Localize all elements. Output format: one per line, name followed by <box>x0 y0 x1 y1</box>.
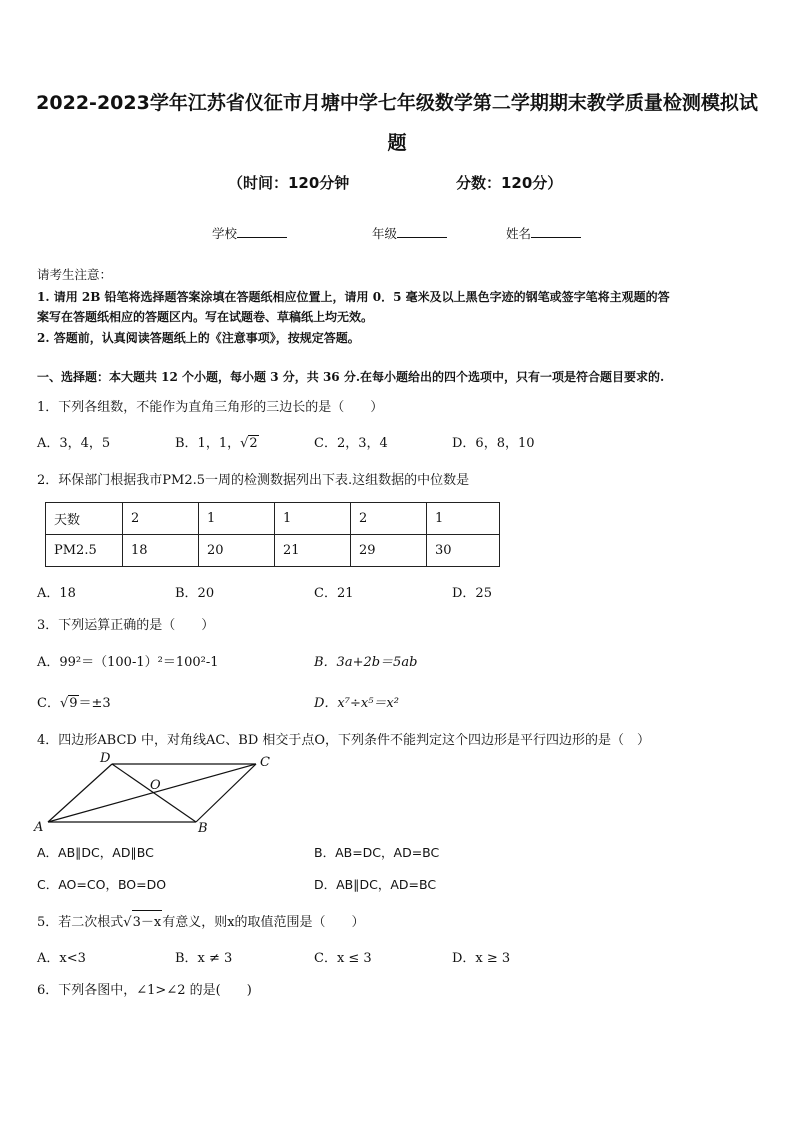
table-cell: 30 <box>427 535 500 567</box>
q4-option-d: D．AB∥DC，AD=BC <box>314 877 437 892</box>
q1-option-d: D．6，8，10 <box>452 436 535 451</box>
q5-stem-radicand: 3－x <box>132 910 163 930</box>
grade-blank[interactable] <box>397 225 447 238</box>
q5-option-d: D．x ≥ 3 <box>452 951 511 966</box>
notice-heading: 请考生注意： <box>37 267 113 282</box>
q2-stem: 2．环保部门根据我市PM2.5一周的检测数据列出下表.这组数据的中位数是 <box>37 473 470 488</box>
q5-stem <box>37 910 365 930</box>
diagonal-bd <box>112 764 196 822</box>
exam-score: 分数：120分） <box>456 174 563 192</box>
q1-option-b-radicand: 2 <box>249 436 258 451</box>
exam-time: （时间：120分钟 <box>228 174 350 192</box>
section1-heading: 一、选择题：本大题共 12 个小题，每小题 3 分，共 36 分.在每小题给出的四个选项中，只有一项是符合题目要求的. <box>37 370 665 384</box>
table-cell: 18 <box>123 535 199 567</box>
name-field <box>506 224 581 242</box>
q3-option-c-prefix: C． <box>37 696 60 711</box>
q1-option-b <box>175 432 259 451</box>
q4-option-a: A．AB∥DC，AD∥BC <box>37 845 154 860</box>
label-d: D <box>100 751 111 766</box>
q1-option-c: C．2，3，4 <box>314 436 388 451</box>
pm25-table <box>45 502 500 567</box>
table-cell: 天数 <box>46 503 123 535</box>
grade-label: 年级 <box>372 226 398 241</box>
sqrt-sign: √ <box>240 436 249 451</box>
q4-option-b: B．AB=DC，AD=BC <box>314 845 440 860</box>
table-cell: 29 <box>351 535 427 567</box>
table-row <box>46 535 500 567</box>
q3-stem: 3．下列运算正确的是（ ） <box>37 618 215 633</box>
q4-stem: 4．四边形ABCD 中，对角线AC、BD 相交于点O，下列条件不能判定这个四边形是平行四边形的是（ ） <box>37 733 651 748</box>
q1-option-a: A．3，4，5 <box>37 436 111 451</box>
grade-field <box>372 224 447 242</box>
table-cell: 2 <box>123 503 199 535</box>
parallelogram-figure <box>30 750 280 838</box>
q2-option-c: C．21 <box>314 586 354 601</box>
q3-option-c-radicand: 9 <box>69 696 78 711</box>
q3-option-a: A．99²＝（100-1）²＝100²-1 <box>37 655 219 670</box>
school-field <box>212 224 287 242</box>
table-cell: 1 <box>275 503 351 535</box>
sqrt-sign: √ <box>123 915 132 930</box>
q2-option-b: B．20 <box>175 586 215 601</box>
notice-item2: 2. 答题前，认真阅读答题纸上的《注意事项》，按规定答题。 <box>37 331 360 345</box>
page-title-line2: 题 <box>387 132 407 154</box>
q3-option-b: B．3a+2b＝5ab <box>314 655 418 670</box>
q3-option-c <box>37 692 111 711</box>
table-row <box>46 503 500 535</box>
q5-option-c: C．x ≤ 3 <box>314 951 372 966</box>
school-blank[interactable] <box>237 225 287 238</box>
label-c: C <box>260 755 270 770</box>
q3-option-c-suffix: ＝±3 <box>78 696 111 711</box>
q5-stem-suffix: 有意义，则x的取值范围是（ ） <box>162 915 365 930</box>
q5-option-a: A．x<3 <box>37 951 86 966</box>
notice-item1-line2: 案写在答题纸相应的答题区内。写在试题卷、草稿纸上均无效。 <box>37 310 374 324</box>
q5-option-b: B．x ≠ 3 <box>175 951 233 966</box>
page-title-line1: 2022-2023学年江苏省仪征市月塘中学七年级数学第二学期期末教学质量检测模拟试 <box>36 92 758 114</box>
q6-stem: 6．下列各图中，∠1>∠2 的是( ) <box>37 983 252 998</box>
q3-option-d: D．x⁷÷x⁵＝x² <box>314 696 399 711</box>
q5-stem-prefix: 5．若二次根式 <box>37 915 124 930</box>
sqrt-sign: √ <box>59 696 69 711</box>
table-cell: 1 <box>199 503 275 535</box>
q2-option-d: D．25 <box>452 586 492 601</box>
q4-option-c: C．AO=CO，BO=DO <box>37 877 167 892</box>
table-cell: 20 <box>199 535 275 567</box>
notice-item1-line1: 1. 请用 2B 铅笔将选择题答案涂填在答题纸相应位置上，请用 0．5 毫米及以上黑色字迹的钢笔或签字笔将主观题的答 <box>37 290 670 304</box>
q1-stem: 1．下列各组数，不能作为直角三角形的三边长的是（ ） <box>37 400 384 415</box>
name-label: 姓名 <box>506 226 532 241</box>
name-blank[interactable] <box>531 225 581 238</box>
label-o: O <box>150 778 161 793</box>
table-cell: 21 <box>275 535 351 567</box>
label-a: A <box>34 820 44 835</box>
school-label: 学校 <box>212 226 238 241</box>
q1-option-b-prefix: B．1，1， <box>175 436 241 451</box>
table-cell: PM2.5 <box>46 535 123 567</box>
table-cell: 2 <box>351 503 427 535</box>
table-cell: 1 <box>427 503 500 535</box>
q2-option-a: A．18 <box>37 586 76 601</box>
label-b: B <box>198 821 208 836</box>
